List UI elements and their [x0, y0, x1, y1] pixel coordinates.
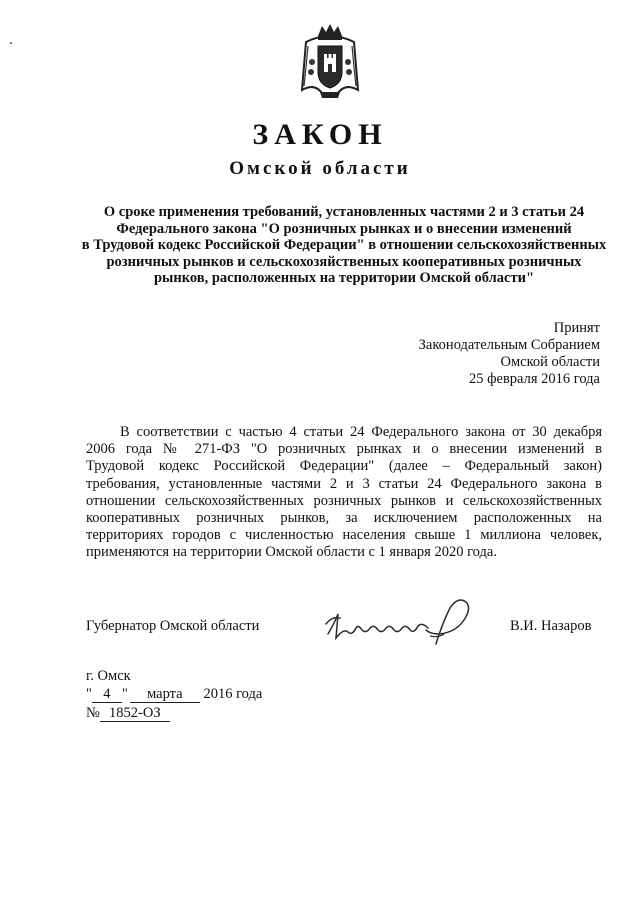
governor-position: Губернатор Омской области	[86, 618, 260, 634]
body-line: кооперативных розничных рынков, за исключением расположенных на	[86, 509, 602, 526]
coat-of-arms-icon	[296, 22, 364, 102]
law-number	[86, 705, 170, 722]
document-title: ЗАКОН	[252, 118, 388, 151]
date-month: марта	[130, 687, 200, 703]
governor-name: В.И. Назаров	[510, 618, 592, 634]
city: г. Омск	[86, 668, 131, 684]
number-sign: №	[86, 705, 100, 721]
adoption-line: Принят	[553, 320, 600, 336]
heading-line: О сроке применения требований, установленных частями 2 и 3 статьи 24	[103, 204, 585, 220]
law-body	[86, 424, 602, 562]
number-value: 1852-ОЗ	[100, 706, 170, 722]
body-line: отношении сельскохозяйственных розничных рынков и сельскохозяйственных	[86, 492, 602, 509]
body-line: территориях городов с численностью населения свыше 1 миллиона человек,	[86, 527, 602, 544]
adoption-date: 25 февраля 2016 года	[468, 371, 600, 387]
adoption-block	[419, 320, 600, 388]
adoption-line: Законодательным Собранием	[418, 337, 600, 353]
body-line: применяются на территории Омской области с 1 января 2020 года.	[86, 544, 497, 561]
date-year: 2016 года	[203, 686, 263, 702]
document-subtitle: Омской области	[229, 158, 411, 179]
signing-date: " 4 " марта 2016 года	[86, 686, 263, 702]
heading-line: Федерального закона "О розничных рынках и о внесении изменений	[116, 220, 572, 237]
body-line: Трудовой кодекс Российской Федерации" (далее – Федеральный закон)	[86, 458, 602, 475]
heading-line: рынков, расположенных на территории Омской области"	[153, 270, 535, 286]
scan-speck	[10, 42, 12, 44]
heading-line: розничных рынков и сельскохозяйственных кооперативных розничных	[106, 253, 582, 270]
adoption-line: Омской области	[500, 354, 600, 370]
signature-icon	[318, 594, 478, 650]
body-line: 2006 года № 271-ФЗ "О розничных рынках и о внесении изменений в	[86, 441, 602, 458]
heading-line: в Трудовой кодекс Российской Федерации" в отношении сельскохозяйственных	[81, 237, 607, 253]
date-day: 4	[92, 687, 122, 703]
body-line: требования, установленные частями 2 и 3 статьи 24 Федерального закона в	[86, 475, 602, 492]
body-line: В соответствии с частью 4 статьи 24 Федерального закона от 30 декабря	[120, 424, 602, 440]
law-heading	[80, 204, 608, 287]
